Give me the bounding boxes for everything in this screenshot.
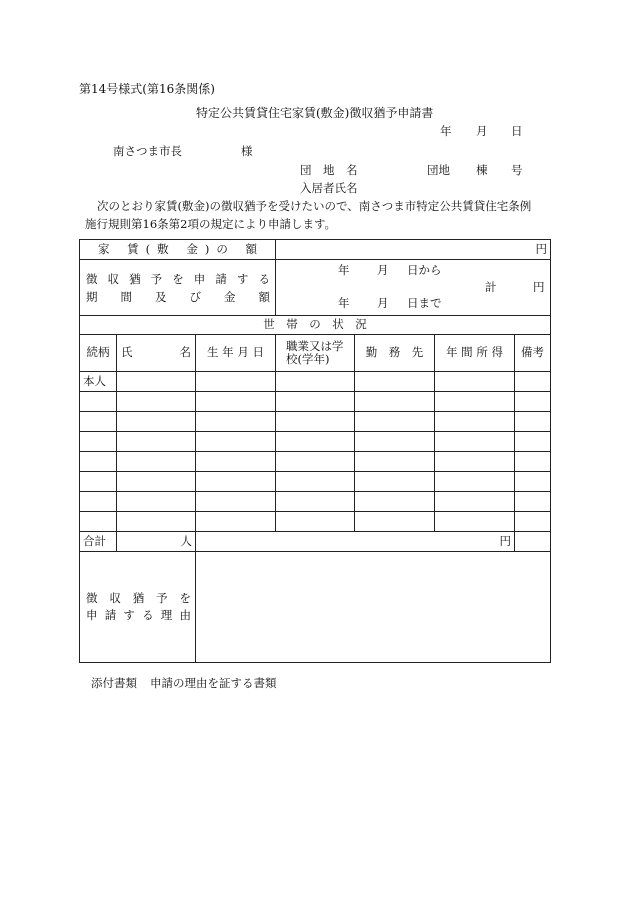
table-cell[interactable] [117,492,196,512]
table-cell[interactable] [117,412,196,432]
table-cell[interactable] [515,472,551,492]
table-cell[interactable] [435,372,515,392]
persons-unit: 人 [180,533,192,548]
household-column-headers [80,335,551,372]
table-cell[interactable] [80,432,117,452]
period-to-day: 日まで [407,296,442,310]
table-cell[interactable] [515,452,551,472]
attachments-text: 申請の理由を証する書類 [150,676,277,690]
reason-label-line2: 申請する理由 [86,608,191,622]
form-title: 特定公共賃貸住宅家賃(敷金)徴収猶予申請書 [196,106,434,120]
table-cell[interactable] [435,492,515,512]
table-cell[interactable] [80,512,117,532]
table-row [80,432,551,452]
table-cell[interactable] [515,432,551,452]
table-cell[interactable] [196,412,276,432]
table-cell[interactable] [276,372,355,392]
period-total-label: 計 [485,280,497,294]
danchi-unit: 団地 [427,163,450,177]
table-row [80,392,551,412]
danchi-name-label: 団 地 名 [300,163,358,177]
addressee-honorific: 様 [241,144,253,158]
rent-amount-label-cell [80,240,276,260]
rent-amount-cell[interactable] [276,240,551,260]
table-cell[interactable] [355,392,435,412]
col-notes: 備考 [515,335,551,372]
period-total-yen: 円 [533,280,545,294]
period-amount-label-cell [80,260,276,316]
table-cell[interactable] [80,412,117,432]
period-amount-cell[interactable] [276,260,551,316]
table-cell[interactable] [117,512,196,532]
table-cell[interactable] [276,472,355,492]
table-cell[interactable] [276,492,355,512]
date-year: 年 [440,124,452,138]
table-row [80,452,551,472]
table-cell[interactable] [196,452,276,472]
rent-amount-label: 家 賃(敷 金)の 額 [98,241,257,256]
table-cell[interactable] [355,452,435,472]
table-cell[interactable] [117,392,196,412]
col-annual-income: 年 間 所 得 [435,335,515,372]
table-cell[interactable] [276,412,355,432]
table-cell[interactable] [435,412,515,432]
table-cell[interactable] [276,392,355,412]
table-cell[interactable] [515,492,551,512]
table-cell[interactable] [276,512,355,532]
table-cell[interactable] [435,472,515,492]
table-cell[interactable] [117,432,196,452]
table-cell[interactable] [515,372,551,392]
application-table [79,239,551,663]
total-label: 合計 [80,532,117,552]
table-cell[interactable] [196,372,276,392]
table-cell[interactable] [435,512,515,532]
income-yen-unit: 円 [499,533,511,548]
period-label-line2: 期間及び金額 [86,289,270,304]
total-row [80,532,551,552]
table-cell[interactable] [196,392,276,412]
reason-label-line1: 徴収猶予を [86,591,191,605]
body-text-line2: 施行規則第16条第2項の規定により申請します。 [85,217,337,231]
table-cell[interactable] [117,472,196,492]
table-cell[interactable] [196,512,276,532]
total-persons-cell[interactable] [117,532,196,552]
table-cell[interactable] [435,432,515,452]
date-month: 月 [476,124,488,138]
period-from-month: 月 [377,263,389,277]
period-to-month: 月 [377,296,389,310]
date-day: 日 [511,124,523,138]
table-cell[interactable] [355,472,435,492]
reason-input-cell[interactable] [196,552,551,663]
form-number: 第14号様式(第16条関係) [79,82,215,96]
table-cell[interactable] [80,492,117,512]
total-notes-cell[interactable] [515,532,551,552]
table-cell[interactable] [80,472,117,492]
table-cell[interactable] [276,432,355,452]
room-number-unit: 号 [511,163,523,177]
col-name-a: 氏 [121,345,133,360]
reason-label-cell [80,552,196,663]
table-row [80,372,551,392]
period-from-year: 年 [338,263,350,277]
table-cell[interactable] [355,492,435,512]
building-unit: 棟 [476,163,488,177]
table-cell[interactable] [80,452,117,472]
resident-name-label: 入居者氏名 [300,181,358,195]
table-cell[interactable] [515,512,551,532]
table-row [80,412,551,432]
relation-self: 本人 [80,372,117,392]
table-cell[interactable] [515,392,551,412]
table-cell[interactable] [355,512,435,532]
body-text-line1: 次のとおり家賃(敷金)の徴収猶予を受けたいので、南さつま市特定公共賃貸住宅条例 [97,199,532,213]
table-cell[interactable] [355,432,435,452]
period-from-day: 日から [407,263,442,277]
table-cell[interactable] [276,452,355,472]
table-cell[interactable] [515,412,551,432]
col-name-b: 名 [179,345,191,360]
table-cell[interactable] [117,372,196,392]
table-cell[interactable] [435,392,515,412]
period-to-year: 年 [338,296,350,310]
col-name [117,335,196,372]
table-cell[interactable] [196,472,276,492]
attachments-label: 添付書類 [91,676,137,690]
household-status-header: 世 帯 の 状 況 [80,316,551,335]
addressee: 南さつま市長 [113,144,182,158]
col-occupation: 職業又は学校(学年) [276,335,355,372]
table-cell[interactable] [196,492,276,512]
table-cell[interactable] [355,412,435,432]
table-cell[interactable] [117,452,196,472]
col-relation: 続柄 [80,335,117,372]
period-label-line1: 徴収猶予を申請する [86,271,270,286]
col-workplace: 勤 務 先 [355,335,435,372]
table-cell[interactable] [435,452,515,472]
rent-yen-unit: 円 [535,241,547,256]
table-cell[interactable] [80,392,117,412]
col-birth-date: 生 年 月 日 [196,335,276,372]
table-cell[interactable] [196,432,276,452]
table-row [80,472,551,492]
total-income-cell[interactable] [196,532,515,552]
table-row [80,512,551,532]
table-row [80,492,551,512]
table-cell[interactable] [355,372,435,392]
